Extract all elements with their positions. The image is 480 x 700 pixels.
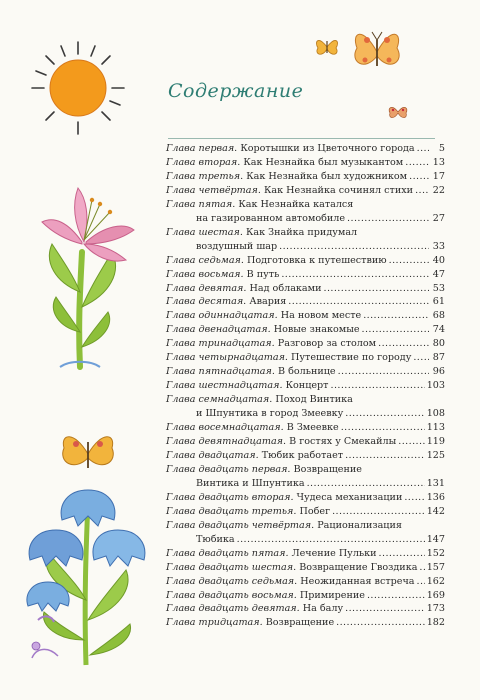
toc-title	[166, 379, 329, 393]
toc-line	[166, 184, 445, 198]
toc-line	[166, 226, 445, 240]
chapter-number: Глава двенадцатая.	[166, 324, 271, 336]
toc-title	[166, 199, 353, 210]
toc-title	[166, 309, 361, 323]
toc-title	[166, 547, 377, 561]
toc-entry	[166, 170, 445, 184]
toc-title	[166, 435, 396, 449]
chapter-title: Как Незнайка сочинял стихи	[263, 184, 414, 196]
toc-title	[166, 505, 330, 519]
chapter-title: Новые знакомые	[273, 324, 360, 336]
toc-entry	[166, 268, 445, 282]
dot-leader	[347, 212, 429, 226]
chapter-title: Разговор за столом	[277, 338, 377, 350]
toc-entry	[166, 616, 445, 630]
dot-leader	[363, 309, 429, 323]
toc-title	[166, 337, 376, 351]
chapter-title: Как Незнайка катался	[238, 198, 354, 210]
chapter-title: Тюбика	[196, 533, 235, 545]
toc-line	[166, 309, 445, 323]
dot-leader	[336, 616, 425, 630]
chapter-number: Глава седьмая.	[166, 254, 244, 266]
toc-line	[166, 393, 445, 407]
chapter-title: Винтика и Шпунтика	[196, 477, 305, 489]
toc-line	[166, 351, 445, 365]
page-number: 131	[426, 477, 445, 489]
page-number: 5	[438, 143, 445, 154]
toc-line	[166, 519, 445, 533]
chapter-title: Побег	[299, 505, 331, 517]
toc-entry	[166, 337, 445, 351]
toc-title	[166, 575, 415, 589]
chapter-title: воздушный шар	[196, 240, 278, 252]
toc-line	[166, 561, 445, 575]
chapter-title: На новом месте	[280, 310, 362, 322]
toc-line	[166, 589, 445, 603]
toc-entry	[166, 575, 445, 589]
toc-line	[166, 198, 445, 212]
butterfly-icon	[312, 32, 342, 62]
toc-line	[166, 547, 445, 561]
chapter-number: Глава восьмая.	[166, 268, 244, 280]
toc-entry	[166, 142, 445, 156]
chapter-title: Путешествие по городу	[291, 352, 412, 364]
chapter-number: Глава четвёртая.	[166, 184, 261, 196]
toc-entry	[166, 589, 445, 603]
toc-line	[166, 477, 445, 491]
toc-entry	[166, 421, 445, 435]
toc-title	[166, 616, 334, 630]
toc-entry	[166, 365, 445, 379]
page-number: 162	[426, 575, 445, 587]
toc-line	[166, 170, 445, 184]
toc-line	[166, 533, 445, 547]
dot-leader	[345, 407, 424, 421]
dot-leader	[389, 254, 429, 268]
chapter-title: Как Незнайка был музыкантом	[243, 156, 404, 168]
chapter-number: Глава четырнадцатая.	[166, 352, 288, 364]
toc-line	[166, 616, 445, 630]
dot-leader	[338, 365, 429, 379]
dot-leader	[415, 184, 429, 198]
toc-line	[166, 295, 445, 309]
toc-entry	[166, 282, 445, 296]
toc-line	[166, 337, 445, 351]
toc-line	[166, 491, 445, 505]
chapter-title: Возвращение	[265, 617, 335, 629]
chapter-number: Глава семнадцатая.	[166, 394, 273, 406]
toc-line	[166, 156, 445, 170]
chapter-title: В Змеевке	[286, 422, 339, 434]
page-number: 17	[432, 170, 445, 182]
butterfly-icon	[386, 102, 410, 122]
chapter-number: Глава третья.	[166, 170, 244, 182]
page-number: 169	[426, 589, 445, 601]
page-number: 13	[432, 156, 445, 168]
toc-title	[166, 464, 362, 475]
dot-leader	[362, 323, 429, 337]
chapter-number: Глава пятая.	[166, 198, 236, 210]
page-number: 136	[426, 491, 445, 503]
page-number: 113	[426, 422, 445, 434]
toc-title	[166, 295, 286, 309]
toc-line	[166, 240, 445, 254]
toc-line	[166, 254, 445, 268]
chapter-title: Над облаками	[249, 282, 322, 294]
toc-title	[196, 477, 305, 491]
toc-line	[166, 142, 445, 156]
toc-line	[166, 463, 445, 477]
page-number: 47	[432, 268, 445, 280]
chapter-number: Глава двадцать пятая.	[166, 547, 289, 559]
page-number: 125	[426, 449, 445, 461]
toc-title	[166, 282, 322, 296]
chapter-title: Чудеса механизации	[296, 491, 403, 503]
toc-title	[196, 533, 235, 547]
toc-entry	[166, 156, 445, 170]
toc-title	[166, 254, 387, 268]
toc-title	[166, 323, 360, 337]
page-number: 53	[432, 282, 445, 294]
chapter-number: Глава двадцать третья.	[166, 505, 297, 517]
toc-title	[166, 227, 357, 238]
page-number: 33	[432, 240, 445, 252]
toc-entry	[166, 435, 445, 449]
chapter-number: Глава десятая.	[166, 296, 247, 308]
toc-entry	[166, 309, 445, 323]
page-number: 157	[426, 561, 445, 573]
toc-entry	[166, 379, 445, 393]
dot-leader	[417, 142, 429, 156]
page-number: 74	[432, 324, 445, 336]
page-number: 142	[426, 505, 445, 517]
chapter-number: Глава двадцать четвёртая.	[166, 519, 315, 531]
page-number: 22	[432, 184, 445, 196]
toc-line	[166, 379, 445, 393]
chapter-title: Концерт	[285, 380, 329, 392]
dot-leader	[419, 561, 424, 575]
chapter-number: Глава двадцатая.	[166, 449, 259, 461]
dot-leader	[324, 282, 430, 296]
chapter-title: Коротышки из Цветочного города	[240, 143, 415, 154]
chapter-title: Поход Винтика	[275, 394, 353, 406]
chapter-title: Возвращение Гвоздика	[299, 561, 418, 573]
chapter-title: Рационализация	[317, 519, 402, 531]
page-number: 61	[432, 296, 445, 308]
toc-title	[196, 240, 277, 254]
toc-line	[166, 282, 445, 296]
toc-entry	[166, 449, 445, 463]
chapter-number: Глава шестая.	[166, 226, 243, 238]
dot-leader	[331, 379, 425, 393]
toc-title	[166, 170, 407, 184]
chapter-number: Глава двадцать девятая.	[166, 603, 300, 615]
toc-entry	[166, 547, 445, 561]
chapter-number: Глава двадцать восьмая.	[166, 589, 297, 601]
chapter-title: В гостях у Смекайлы	[289, 436, 397, 448]
chapter-title: Тюбик работает	[261, 449, 344, 461]
page-title: Содержание	[168, 80, 304, 102]
chapter-title: на газированном автомобиле	[196, 212, 346, 224]
toc-entry	[166, 351, 445, 365]
chapter-title: Авария	[249, 296, 287, 308]
toc-title	[166, 365, 336, 379]
toc-entry	[166, 519, 445, 547]
page-number: 182	[426, 617, 445, 629]
page-number: 119	[426, 436, 445, 448]
page-number: 40	[432, 254, 445, 266]
chapter-title: Как Незнайка был художником	[246, 170, 408, 182]
toc-title	[196, 212, 345, 226]
toc-line	[166, 421, 445, 435]
lily-flower-icon	[30, 182, 145, 377]
dot-leader	[345, 449, 425, 463]
dot-leader	[404, 491, 424, 505]
toc-title	[166, 491, 402, 505]
page-number: 103	[426, 380, 445, 392]
chapter-title: Возвращение	[293, 463, 362, 475]
dot-leader	[279, 240, 429, 254]
toc-title	[166, 589, 365, 603]
butterfly-icon	[347, 22, 407, 84]
dot-leader	[413, 351, 429, 365]
toc-title	[166, 449, 343, 463]
table-of-contents	[166, 142, 445, 630]
toc-entry	[166, 491, 445, 505]
chapter-title: Примирение	[299, 589, 365, 601]
page-number: 80	[432, 338, 445, 350]
dot-leader	[288, 295, 429, 309]
toc-line	[166, 505, 445, 519]
page-number: 96	[432, 366, 445, 378]
bluebell-flowers-icon	[18, 470, 158, 670]
toc-entry	[166, 184, 445, 198]
chapter-title: Лечение Пульки	[291, 547, 377, 559]
dot-leader	[332, 505, 425, 519]
title-underline	[168, 138, 435, 139]
page-number: 87	[432, 352, 445, 364]
toc-line	[166, 212, 445, 226]
dot-leader	[341, 421, 425, 435]
chapter-title: В больнице	[277, 366, 336, 378]
toc-entry	[166, 254, 445, 268]
toc-entry	[166, 505, 445, 519]
toc-line	[166, 602, 445, 616]
toc-entry	[166, 226, 445, 254]
toc-line	[166, 435, 445, 449]
page-number: 108	[426, 408, 445, 420]
chapter-title: В путь	[246, 268, 280, 280]
toc-line	[166, 365, 445, 379]
toc-entry	[166, 561, 445, 575]
chapter-number: Глава тринадцатая.	[166, 338, 275, 350]
dot-leader	[345, 602, 425, 616]
page-number: 147	[426, 533, 445, 545]
sun-icon	[28, 38, 128, 138]
page-number: 27	[432, 212, 445, 224]
toc-title	[166, 142, 415, 156]
chapter-number: Глава пятнадцатая.	[166, 366, 275, 378]
dot-leader	[281, 268, 429, 282]
chapter-title: На балу	[302, 603, 344, 615]
toc-entry	[166, 463, 445, 491]
dot-leader	[379, 547, 425, 561]
toc-title	[166, 156, 403, 170]
toc-line	[166, 323, 445, 337]
chapter-number: Глава тридцатая.	[166, 617, 263, 629]
chapter-number: Глава шестнадцатая.	[166, 380, 283, 392]
toc-title	[196, 407, 343, 421]
toc-line	[166, 449, 445, 463]
toc-entry	[166, 295, 445, 309]
toc-entry	[166, 323, 445, 337]
toc-title	[166, 351, 411, 365]
page-number: 68	[432, 310, 445, 322]
chapter-number: Глава девятая.	[166, 282, 247, 294]
chapter-number: Глава одиннадцатая.	[166, 310, 278, 322]
chapter-number: Глава двадцать вторая.	[166, 491, 294, 503]
toc-line	[166, 407, 445, 421]
toc-title	[166, 268, 279, 282]
toc-entry	[166, 198, 445, 226]
toc-line	[166, 575, 445, 589]
chapter-title: Подготовка к путешествию	[247, 254, 387, 266]
dot-leader	[367, 589, 425, 603]
chapter-title: Как Знайка придумал	[245, 226, 358, 238]
page-number: 152	[426, 547, 445, 559]
toc-title	[166, 394, 353, 405]
chapter-number: Глава вторая.	[166, 156, 241, 168]
toc-entry	[166, 602, 445, 616]
chapter-number: Глава двадцать шестая.	[166, 561, 297, 573]
chapter-number: Глава восемнадцатая.	[166, 422, 284, 434]
dot-leader	[398, 435, 424, 449]
toc-title	[166, 421, 339, 435]
page-number: 173	[426, 603, 445, 615]
dot-leader	[417, 575, 425, 589]
toc-title	[166, 184, 413, 198]
dot-leader	[409, 170, 429, 184]
toc-entry	[166, 393, 445, 421]
toc-title	[166, 520, 402, 531]
chapter-number: Глава первая.	[166, 143, 238, 154]
dot-leader	[237, 533, 425, 547]
chapter-number: Глава двадцать первая.	[166, 463, 291, 475]
chapter-number: Глава двадцать седьмая.	[166, 575, 298, 587]
dot-leader	[378, 337, 429, 351]
chapter-number: Глава девятнадцатая.	[166, 436, 287, 448]
chapter-title: и Шпунтика в город Змеевку	[196, 408, 344, 420]
toc-title	[166, 602, 343, 616]
dot-leader	[307, 477, 425, 491]
toc-line	[166, 268, 445, 282]
toc-title	[166, 561, 417, 575]
chapter-title: Неожиданная встреча	[300, 575, 415, 587]
dot-leader	[405, 156, 429, 170]
